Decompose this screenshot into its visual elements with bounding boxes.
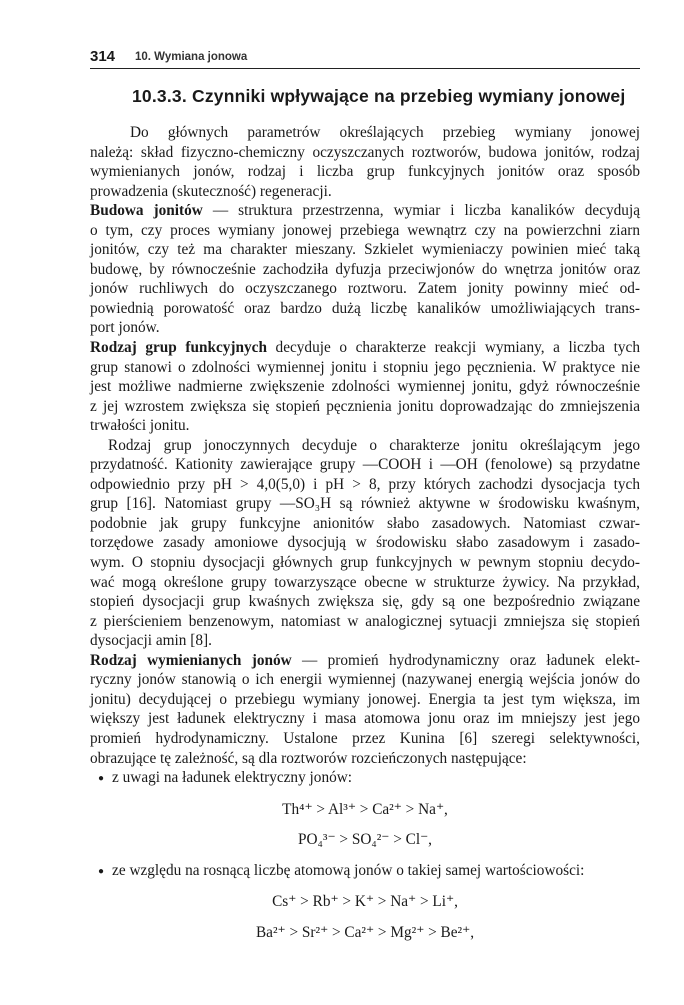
text-line [90,514,640,534]
paragraph [90,436,640,651]
formula: Cs⁺ > Rb⁺ > K⁺ > Na⁺ > Li⁺, [272,893,458,911]
body-text [90,123,640,953]
text-line [90,318,640,338]
text-line [90,573,640,593]
bold-lead: Rodzaj wymienianych jonów [90,651,292,669]
line-text: stopień dysocjacji grup kwaśnych zwiększa się, gdy są one bezpośrednio związane [90,593,640,611]
paragraph [90,201,640,338]
text-line [90,338,640,358]
text-line [90,260,640,280]
line-text: jonitów, czy też ma charakter mieszany. Szkielet wymieniaczy powinien mieć taką [90,241,640,259]
line-text: jest możliwe nadmierne zwiększenie zdolności wymiennej jonitu, gdyż równocześnie [90,378,640,396]
line-text: wym. O stopniu dysocjacji głównych grup funkcyjnych w pewnym stopniu decydo- [90,554,640,572]
line-text: o tym, czy proces wymiany jonowej przebiega wewnątrz czy na powierzchni ziarn [90,221,640,239]
bullet-item: ● z uwagi na ładunek elektryczny jonów: [90,768,640,790]
text-line [90,240,640,260]
line-text: wać mogą określone grupy towarzyszące obecne w strukturze żywicy. Na przykład, [90,573,640,591]
line-text: ryczny jonów stanowią o ich energii wymiennej (nazywanej energią wejścia jonów do [90,671,640,689]
text-line [90,749,640,769]
text-line [90,592,640,612]
bullet-item: ● ze względu na rosnącą liczbę atomową jonów o takiej samej wartościowości: [90,861,640,883]
text-line [90,670,640,690]
text-line [90,436,640,456]
paragraph [90,338,640,436]
text-line [90,416,640,436]
paragraph [90,123,640,201]
page-header [90,48,640,69]
paragraph [90,651,640,768]
formula: Ba²⁺ > Sr²⁺ > Ca²⁺ > Mg²⁺ > Be²⁺, [255,923,475,941]
text-line [90,455,640,475]
line-text: — promień hydrodynamiczny oraz ładunek elekt- [291,651,640,669]
text-line [90,494,640,514]
line-text: Do głównych parametrów określających przebieg wymiany jonowej [130,124,640,141]
line-text: trwałości jonitu. [90,417,190,435]
line-text: jonitu) decydującej o przebiegu wymiany jonowej. Energia ta jest tym większa, im [90,690,640,708]
text-line [90,279,640,299]
line-text: odpowiednio przy pH > 4,0(5,0) i pH > 8, przy których zachodzi dysocjacja tych [90,475,640,493]
text-line [90,690,640,710]
line-text: torzędowe zasady amoniowe dysocjują w środowisku słabo zasadowym i zasado- [90,534,640,552]
line-text: grup stanowi o zdolności wymiennej jonitu i stopniu jego pęcznienia. W praktyce nie [90,358,640,376]
line-text: budowę, by równocześnie zachodziła dyfuzja przeciwjonów do wnętrza jonitów oraz [90,260,640,278]
line-text: powiednią porowatość oraz bardzo dużą liczbę kanalików umożliwiających trans- [90,299,640,317]
text-line [90,475,640,495]
line-text: promień hydrodynamiczny. Ustalone przez Kunina [6] szeregi selektywności, [90,729,640,747]
line-text: z jej wzrostem zwiększa się stopień pęcznienia jonitu doprowadzając do zmniejszenia [90,397,640,415]
line-text: podobnie jak grupy funkcyjne anionitów słabo zasadowych. Natomiast czwar- [90,514,640,532]
text-line [90,162,640,182]
text-line [90,299,640,319]
text-line [90,553,640,573]
text-line [90,143,640,163]
text-line [90,651,640,671]
line-text: większy jest ładunek elektryczny i masa atomowa jonu oraz im mniejszy jest jego [90,710,640,728]
text-line [90,631,640,651]
line-text: Rodzaj grup jonoczynnych decyduje o charakterze jonitu określającym jego [108,436,640,454]
page-number: 314 [90,48,116,65]
text-line [90,397,640,417]
text-line [90,123,640,143]
bold-lead: Rodzaj grup funkcyjnych [90,339,267,357]
line-text: grup [16]. Natomiast grupy —SO₃H są również aktywne w środowisku kwaśnym, [90,495,640,513]
line-text: wymienianych jonów, rodzaj i liczba grup funkcyjnych jonitów oraz sposób [90,163,640,181]
line-text: należą: skład fizyczno-chemiczny oczyszczanych roztworów, budowa jonitów, rodzaj [90,143,640,161]
line-text: — struktura przestrzenna, wymiar i liczba kanalików decydują [202,202,640,220]
formula: Th⁴⁺ > Al³⁺ > Ca²⁺ > Na⁺, [282,800,448,818]
text-line [90,533,640,553]
text-line [90,612,640,632]
section-title: 10.3.3. Czynniki wpływające na przebieg wymiany jonowej [132,86,626,106]
text-line [90,201,640,221]
text-line [90,182,640,202]
line-text: port jonów. [90,319,160,337]
formula: PO₄³⁻ > SO₄²⁻ > Cl⁻, [298,831,432,849]
line-text: decyduje o charakterze reakcji wymiany, a liczba tych [266,339,640,357]
running-title: 10. Wymiana jonowa [135,51,248,63]
line-text: prowadzenia (skuteczność) regeneracji. [90,182,332,200]
line-text: obrazujące tę zależność, są dla roztworów rozcieńczonych następujące: [90,749,527,767]
line-text: jonów ruchliwych do oczyszczanego roztworu. Zatem jonity powinny mieć od- [90,280,640,298]
line-text: z pierścieniem benzenowym, natomiast w analogicznej sytuacji zmniejsza się stopień [90,612,640,630]
line-text: przydatność. Kationity zawierające grupy —COOH i —OH (fenolowe) są przydatne [90,456,640,474]
text-line [90,709,640,729]
bold-lead: Budowa jonitów [90,202,203,220]
text-line [90,358,640,378]
text-line [90,221,640,241]
line-text: dysocjacji amin [8]. [90,632,212,650]
text-line [90,377,640,397]
text-line [90,729,640,749]
